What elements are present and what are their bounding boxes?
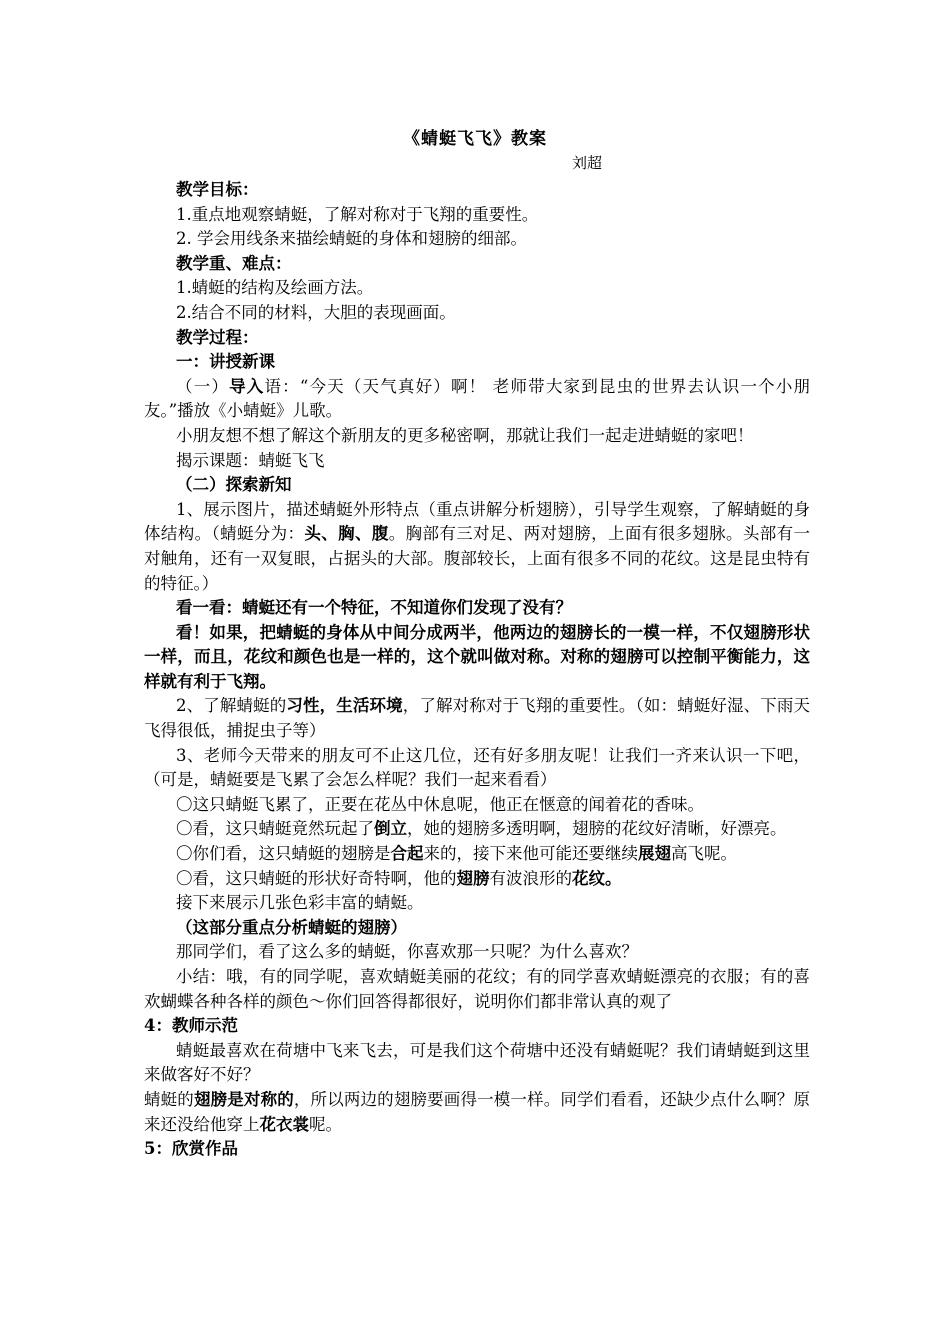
explore-heading: （二）探索新知: [176, 475, 292, 495]
document-body: [144, 178, 810, 1162]
goals-heading: 教学目标：: [176, 180, 259, 199]
key-points-heading: 教学重、难点：: [176, 253, 292, 273]
circle-item: 〇看，这只蜻蜓的形状好奇特啊，他的翅膀有波浪形的花纹。: [176, 868, 622, 888]
key-point-item: 2.结合不同的材料，大胆的表现画面。: [176, 302, 456, 322]
demo-paragraph: 蜻蜓最喜欢在荷塘中飞来飞去，可是我们这个荷塘中还没有蜻蜓呢？我们请蜻蜓到这里来做客好不好？: [144, 1040, 810, 1085]
key-point-item: 1.蜻蜓的结构及绘画方法。: [176, 278, 374, 298]
look-question: 看一看：蜻蜓还有一个特征，不知道你们发现了没有？: [176, 598, 572, 618]
look-answer: 看！如果，把蜻蜓的身体从中间分成两半，他两边的翅膀长的一模一样，不仅翅膀形状一样，而且，花纹和颜色也是一样的，这个就叫做对称。对称的翅膀可以控制平衡能力，这样就有利于飞翔。: [144, 622, 810, 691]
summary-paragraph: 小结：哦，有的同学呢，喜欢蜻蜓美丽的花纹；有的同学喜欢蜻蜓漂亮的衣服；有的喜欢蝴蝶各种各样的颜色～你们回答得都很好，说明你们都非常认真的观了: [144, 967, 810, 1011]
intro-paragraph: （一）导入语：“今天（天气真好）啊！ 老师带大家到昆虫的世界去认识一个小朋友。”播放《小蜻蜓》儿歌。: [144, 376, 811, 421]
circle-item: 〇这只蜻蜓飞累了，正要在花丛中休息呢，他正在惬意的闻着花的香味。: [176, 794, 704, 814]
question-paragraph: 那同学们，看了这么多的蜻蜓，你喜欢那一只呢？为什么喜欢？: [176, 942, 638, 962]
demo-paragraph-2: 蜻蜓的翅膀是对称的，所以两边的翅膀要画得一模一样。同学们看看，还缺少点什么啊？原来还没给他穿上花衣裳呢。: [144, 1089, 811, 1134]
goal-item: 2. 学会用线条来描绘蜻蜓的身体和翅膀的细部。: [176, 229, 527, 249]
next-show: 接下来展示几张色彩丰富的蜻蜓。: [176, 893, 424, 913]
section-4-heading: 4：教师示范: [144, 1016, 238, 1036]
process-heading: 教学过程：: [176, 327, 259, 347]
circle-item: 〇看，这只蜻蜓竟然玩起了倒立，她的翅膀多透明啊，翅膀的花纹好清晰，好漂亮。: [176, 819, 787, 839]
section-1-heading: 一：讲授新课: [176, 352, 275, 372]
step-3-paragraph: 3、老师今天带来的朋友可不止这几位，还有好多朋友呢！让我们一齐来认识一下吧，（可是，蜻蜓要是飞累了会怎么样呢？我们一起来看看）: [144, 745, 810, 790]
step-2-paragraph: 2、了解蜻蜓的习性，生活环境，了解对称对于飞翔的重要性。（如：蜻蜓好湿、下雨天飞得很低，捕捉虫子等）: [144, 696, 810, 741]
intro-paragraph-2: 小朋友想不想了解这个新朋友的更多秘密啊，那就让我们一起走进蜻蜓的家吧！: [176, 425, 754, 445]
goal-item: 1.重点地观察蜻蜓，了解对称对于飞翔的重要性。: [176, 204, 539, 224]
section-5-heading: 5：欣赏作品: [144, 1139, 238, 1159]
document-title: 《蜻蜓飞飞》教案: [403, 129, 547, 149]
analysis-note: （这部分重点分析蜻蜓的翅膀）: [176, 917, 407, 937]
circle-item: 〇你们看，这只蜻蜓的翅膀是合起来的，接下来他可能还要继续展翅高飞呢。: [176, 844, 737, 864]
step-1-paragraph: 1、展示图片，描述蜻蜓外形特点（重点讲解分析翅膀），引导学生观察，了解蜻蜓的身体结构。（蜻蜓分为：头、胸、腹。胸部有三对足、两对翅膀，上面有很多翅脉。头部有一对触角，还有一双复眼，占据头的大部。腹部较长，上面有很多不同的花纹。这是昆虫特有的特征。）: [144, 499, 811, 593]
author-name: 刘超: [572, 154, 603, 172]
reveal-topic: 揭示课题：蜻蜓飞飞: [176, 450, 325, 470]
